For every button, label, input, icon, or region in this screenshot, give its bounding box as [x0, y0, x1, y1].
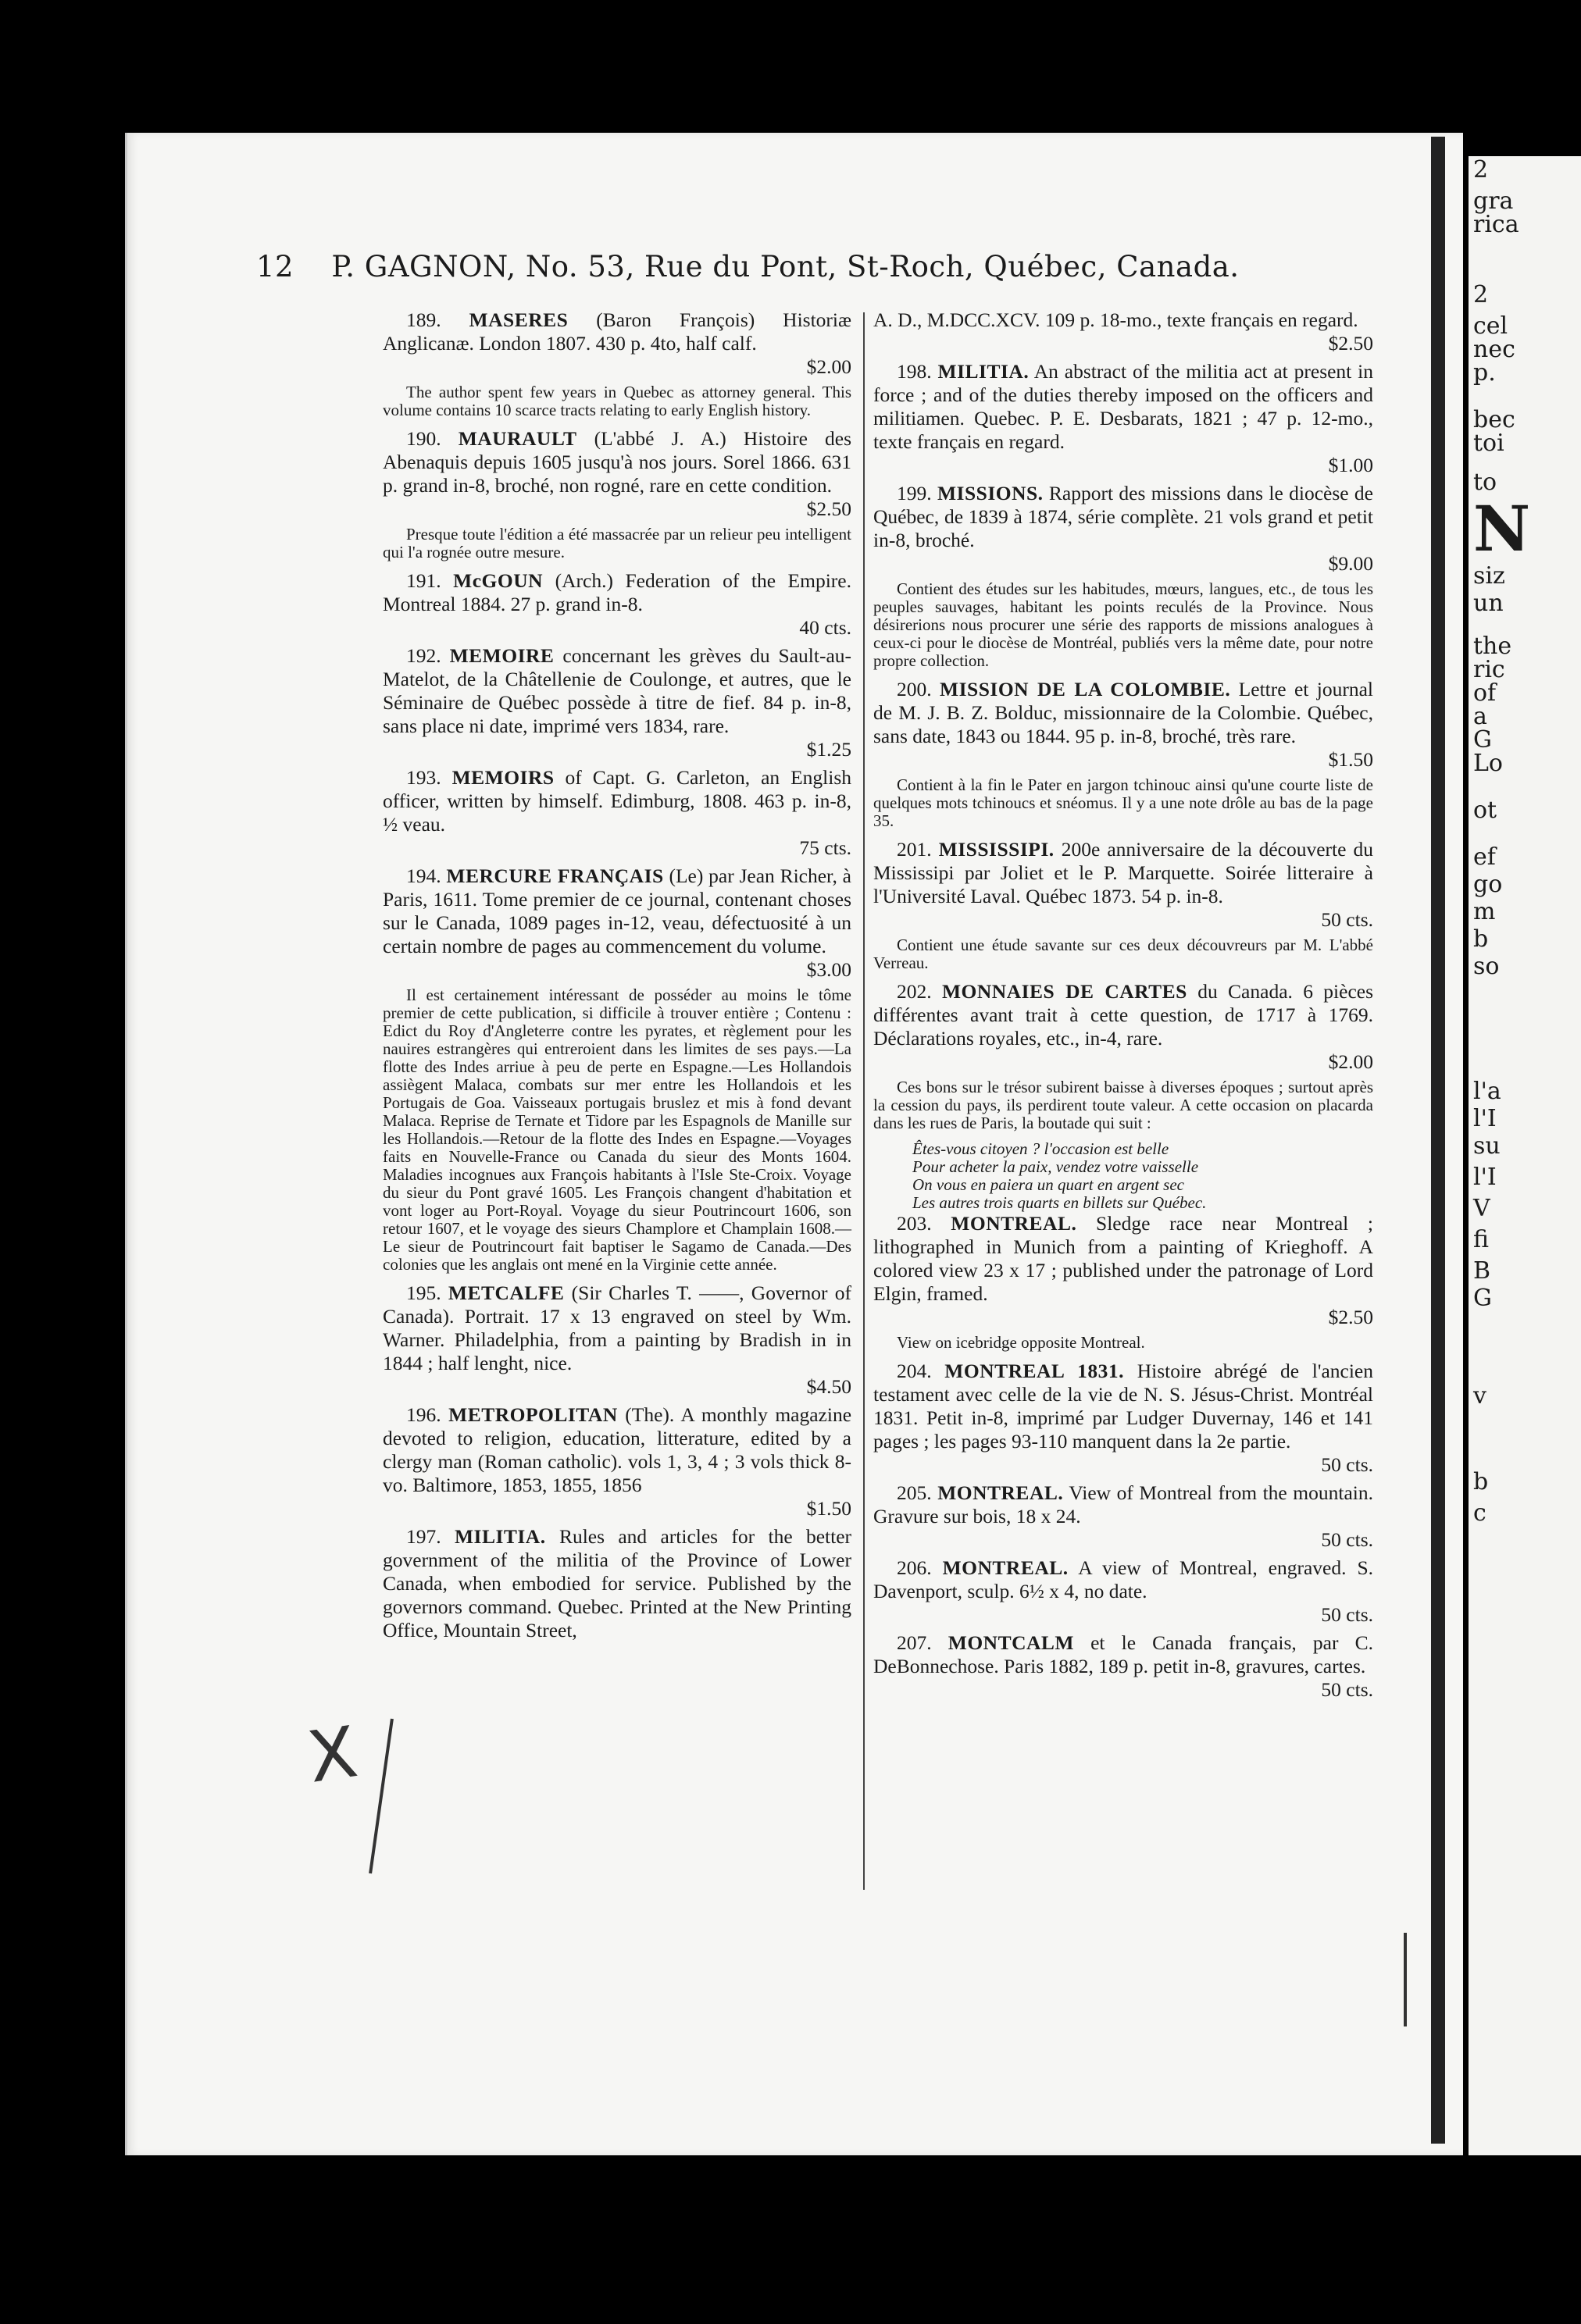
entry-title: MILITIA.	[937, 360, 1030, 383]
next-page-fragment: su	[1473, 1132, 1501, 1160]
entry-price: $1.50	[1328, 748, 1373, 771]
handwritten-x-mark: X	[302, 1711, 362, 1799]
entry-description: Sledge race near Montreal ; lithographed in Munich from a painting of Krieghoff. A colored view 23 x 17 ; published under the patronage of Lord Elgin, framed.	[873, 1212, 1373, 1305]
entry-title: MEMOIRS	[451, 766, 555, 789]
entry-note: Ces bons sur le trésor subirent baisse à diverses époques ; surtout après la cession du pays, ils perdirent toute valeur. A cette occasion on placarda dans les rues de Paris, la boutade qui suit :	[873, 1078, 1373, 1132]
next-page-fragment: m	[1473, 898, 1496, 925]
left-column	[383, 308, 851, 1647]
entry-description: A. D., M.DCC.XCV. 109 p. 18-mo., texte français en regard.	[873, 308, 1358, 331]
next-page-fragment: fi	[1473, 1226, 1490, 1253]
entry-title: MONTREAL 1831.	[944, 1360, 1125, 1382]
column-divider	[863, 312, 865, 1890]
entry-number: 194.	[406, 864, 441, 887]
entry-number: 198.	[897, 360, 932, 383]
entry-title: MONNAIES DE CARTES	[941, 980, 1187, 1003]
next-page-fragment: toi	[1473, 430, 1504, 457]
entry-description: Rules and articles for the better government of the militia of the Province of Lower Canada, when embodied for service. Published by the governors command. Quebec. Printed at the New Printing Office, Mountain Street,	[383, 1525, 852, 1641]
entry-price: $2.50	[1328, 1306, 1373, 1328]
catalog-entry	[873, 360, 1373, 477]
next-page-fragment: go	[1473, 871, 1503, 898]
page-gutter	[1431, 137, 1445, 2144]
entry-number: 200.	[897, 678, 932, 700]
next-page-fragment: to	[1473, 469, 1497, 496]
catalog-entry	[383, 427, 851, 521]
entry-title: METCALFE	[448, 1281, 565, 1304]
next-page-fragment: Lo	[1473, 750, 1503, 777]
catalog-entry	[383, 864, 851, 982]
entry-title: METROPOLITAN	[448, 1403, 618, 1426]
next-page-fragment: cel	[1473, 312, 1508, 340]
verse-line: Êtes-vous citoyen ? l'occasion est belle	[912, 1139, 1169, 1158]
entry-number: 190.	[406, 427, 441, 450]
entry-number: 192.	[406, 644, 441, 667]
entry-price: $1.50	[806, 1497, 851, 1520]
next-page-fragment: ef	[1473, 843, 1496, 871]
entry-title: MONTREAL.	[937, 1481, 1064, 1504]
catalog-entry	[873, 482, 1373, 576]
entry-description: of Capt. G. Carleton, an English officer, written by himself. Edimburg, 1808. 463 p. in-8, ½ veau.	[383, 766, 851, 836]
entry-title: MONTREAL.	[942, 1556, 1069, 1579]
entry-title: MISSIONS.	[937, 482, 1044, 504]
entry-description: An abstract of the militia act at present in force ; and of the duties thereby imposed on the officers and militiamen. Quebec. P. E. Desbarats, 1821 ; 47 p. 12-mo., texte français en regard.	[873, 360, 1374, 453]
handwritten-margin-line-right	[1404, 1933, 1407, 2026]
entry-number: 189.	[406, 308, 441, 331]
next-page-fragment: bec	[1473, 406, 1515, 433]
entry-price: 50 cts.	[1321, 908, 1373, 931]
catalog-entry	[873, 1360, 1373, 1477]
entry-price: $2.50	[806, 497, 851, 520]
verse-line: On vous en paiera un quart en argent sec	[912, 1175, 1184, 1194]
next-page-fragment: G	[1473, 1285, 1492, 1312]
catalog-entry	[383, 308, 851, 379]
next-page-fragment: rica	[1473, 211, 1519, 238]
entry-number: 203.	[897, 1212, 932, 1235]
catalog-entry	[873, 678, 1373, 772]
entry-note: Il est certainement intéressant de posséder au moins le tôme premier de cette publication, si difficile à trouver entière ; Contenu : Edict du Roy d'Angleterre contre les pyrates, et règlement pour les nauires estrangères qui entreroient dans les limites de ses pays.—La flotte des Indes arriue à peu de perte en Espagne.—Les Hollandois assiègent Malaca, combats sur mer entre les Hollandois et les Portugais de Goa. Vaisseaux portugais bruslez et mis à fond devant Malaca. Reprise de Ternate et Tidore par les Espagnols de Manille sur les Hollandois.—Retour de la flotte des Indes en Espagne.—Voyages faits en Nouvelle-France ou Canada du sieur des Monts 1604. Maladies incognues aux François habitants à l'Isle Ste-Croix. Voyage du sieur du Pont gravé 1605. Les François changent d'habitation et vont loger au Port-Royal. Voyage du sieur Poutrincourt 1606, son retour 1607, et le voyage des sieurs Champlore et Champlain 1608.—Le sieur de Poutrincourt fait baptiser le Sagamo de Canada.—Des colonies que les anglais ont mené en la Virginie cette année.	[383, 986, 851, 1274]
entry-number: 204.	[897, 1360, 932, 1382]
catalog-entry	[873, 1212, 1373, 1329]
entry-title: MERCURE FRANÇAIS	[446, 864, 664, 887]
entry-description: A view of Montreal, engraved. S. Davenport, sculp. 6½ x 4, no date.	[873, 1556, 1373, 1602]
right-column	[873, 308, 1373, 1706]
entry-note: View on icebridge opposite Montreal.	[897, 1333, 1145, 1352]
entry-price: $2.50	[1328, 332, 1373, 355]
catalog-entry	[873, 980, 1373, 1074]
next-page-fragment: p.	[1473, 359, 1496, 387]
entry-price: 50 cts.	[1321, 1603, 1373, 1626]
entry-title: MONTREAL.	[951, 1212, 1077, 1235]
entry-description: (Baron François) Historiæ Anglicanæ. London 1807. 430 p. 4to, half calf.	[383, 308, 851, 355]
catalog-entry	[383, 766, 851, 860]
entry-description: du Canada. 6 pièces différentes avant trait à cette question, de 1717 à 1769. Déclarations royales, etc., in-4, rare.	[873, 980, 1374, 1050]
catalog-entry	[383, 644, 851, 761]
next-page-fragment: 2	[1473, 281, 1489, 308]
entry-title: MEMOIRE	[449, 644, 555, 667]
catalog-entry	[383, 569, 851, 640]
next-page-fragment: N	[1473, 492, 1531, 565]
entry-description: (Le) par Jean Richer, à Paris, 1611. Tome premier de ce journal, contenant choses sur le Canada, 1089 pages in-12, veau, défectuosité à un certain nombre de pages au commencement du volume.	[383, 864, 851, 957]
catalog-entry	[873, 1556, 1373, 1627]
entry-note: Presque toute l'édition a été massacrée par un relieur peu intelligent qui l'a rognée outre mesure.	[383, 525, 851, 561]
entry-number: 206.	[897, 1556, 932, 1579]
next-page-fragment: siz	[1473, 562, 1505, 590]
entry-price: 50 cts.	[1321, 1678, 1373, 1701]
page-header	[256, 250, 1334, 297]
next-page-fragment: nec	[1473, 336, 1515, 363]
entry-price: $1.25	[806, 738, 851, 761]
publisher-line: P. GAGNON, No. 53, Rue du Pont, St-Roch, Québec, Canada.	[331, 250, 1240, 283]
entry-title: MILITIA.	[454, 1525, 546, 1548]
entry-description: Lettre et journal de M. J. B. Z. Bolduc, missionnaire de la Colombie. Québec, sans date, 1843 ou 1844. 95 p. in-8, broché, très rare.	[873, 678, 1374, 747]
entry-note: Contient des études sur les habitudes, mœurs, langues, etc., de tous les peuples sauvages, habitant les points reculés de la Province. Nous désirerions nous procurer une série des rapports de missions analogues à ceux-ci pour le diocèse de Montréal, publiés vers la même date, pour notre propre collection.	[873, 579, 1373, 670]
catalog-entry	[383, 1525, 851, 1642]
entry-description: View of Montreal from the mountain. Gravure sur bois, 18 x 24.	[873, 1481, 1373, 1527]
next-page-fragment: v	[1473, 1382, 1486, 1410]
next-page-fragment: l'I	[1473, 1164, 1497, 1191]
entry-title: MISSISSIPI.	[938, 838, 1055, 861]
next-page-fragment: ric	[1473, 656, 1505, 683]
entry-number: 197.	[406, 1525, 441, 1548]
entry-price: 75 cts.	[799, 836, 851, 859]
next-page-fragment: un	[1473, 590, 1504, 617]
entry-number: 196.	[406, 1403, 441, 1426]
entry-number: 202.	[897, 980, 932, 1003]
entry-description: Rapport des missions dans le diocèse de Québec, de 1839 à 1874, série complète. 21 vols grand et petit in-8, broché.	[873, 482, 1374, 551]
next-page-fragment: l'a	[1473, 1078, 1501, 1105]
entry-price: $1.00	[1328, 454, 1373, 476]
next-page-fragment: V	[1473, 1195, 1490, 1222]
catalog-entry	[873, 308, 1373, 355]
catalog-entry	[873, 838, 1373, 932]
entry-price: 50 cts.	[1321, 1528, 1373, 1551]
entry-description: et le Canada français, par C. DeBonnechose. Paris 1882, 189 p. petit in-8, gravures, cartes.	[873, 1631, 1373, 1677]
entry-number: 201.	[897, 838, 932, 861]
verse-line: Les autres trois quarts en billets sur Québec.	[912, 1193, 1207, 1212]
entry-note: Contient une étude savante sur ces deux découvreurs par M. L'abbé Verreau.	[873, 936, 1373, 972]
next-page-fragment: a	[1473, 703, 1487, 730]
entry-number: 191.	[406, 569, 441, 592]
next-page-fragment: B	[1473, 1257, 1491, 1285]
entry-price: $4.50	[806, 1375, 851, 1398]
entry-description: 200e anniversaire de la découverte du Mississipi par Joliet et le P. Marquette. Soirée litteraire à l'Université Laval. Québec 1873. 54 p. in-8.	[873, 838, 1373, 907]
entry-title: MONTCALM	[948, 1631, 1074, 1654]
next-page-fragment: b	[1473, 925, 1489, 953]
entry-price: 50 cts.	[1321, 1453, 1373, 1476]
entry-description: (The). A monthly magazine devoted to religion, education, litterature, edited by a clergy man (Roman catholic). vols 1, 3, 4 ; 3 vols thick 8-vo. Baltimore, 1853, 1855, 1856	[383, 1403, 852, 1496]
entry-price: $2.00	[806, 355, 851, 378]
entry-title: MAURAULT	[458, 427, 577, 450]
verse-line: Pour acheter la paix, vendez votre vaisselle	[912, 1157, 1199, 1176]
entry-number: 199.	[897, 482, 932, 504]
entry-number: 193.	[406, 766, 441, 789]
entry-description: (Sir Charles T. ——, Governor of Canada). Portrait. 17 x 13 engraved on steel by Wm. Warner. Philadelphia, from a painting by Bradish in in 1844 ; half lenght, nice.	[383, 1281, 852, 1374]
entry-title: MISSION DE LA COLOMBIE.	[940, 678, 1231, 700]
page-number: 12	[256, 250, 294, 283]
catalog-entry	[873, 1631, 1373, 1702]
next-page-fragment: l'I	[1473, 1105, 1497, 1132]
entry-description: concernant les grèves du Sault-au-Matelot, de la Châtellenie de Coulonge, et autres, que le Séminaire de Québec possède à titre de fief. 84 p. in-8, sans place ni date, imprimé vers 1834, rare.	[383, 644, 852, 737]
entry-note: Contient à la fin le Pater en jargon tchinouc ainsi qu'une courte liste de quelques mots tchinoucs et snéomus. Il y a une note drôle au bas de la page 35.	[873, 775, 1373, 830]
next-page-fragment: 2	[1473, 156, 1489, 184]
entry-description: (Arch.) Federation of the Empire. Montreal 1884. 27 p. grand in-8.	[383, 569, 851, 615]
next-page-fragment: ot	[1473, 797, 1497, 824]
entry-note: The author spent few years in Quebec as attorney general. This volume contains 10 scarce tracts relating to early English history.	[383, 383, 851, 419]
catalog-entry	[873, 1481, 1373, 1552]
entry-description: (L'abbé J. A.) Histoire des Abenaquis depuis 1605 jusqu'à nos jours. Sorel 1866. 631 p. grand in-8, broché, non rogné, rare en cette condition.	[383, 427, 852, 497]
next-page-fragment: so	[1473, 953, 1500, 980]
entry-title: MASERES	[469, 308, 569, 331]
entry-number: 207.	[897, 1631, 932, 1654]
entry-description: Histoire abrégé de l'ancien testament avec celle de la vie de N. S. Jésus-Christ. Montréal 1831. Petit in-8, imprimé par Ludger Duvernay, 146 et 141 pages ; les pages 93-110 manquent dans la 2e partie.	[873, 1360, 1373, 1452]
next-page-fragment: G	[1473, 726, 1492, 754]
catalog-entry	[383, 1281, 851, 1399]
entry-price: $2.00	[1328, 1050, 1373, 1073]
entry-number: 205.	[897, 1481, 932, 1504]
entry-number: 195.	[406, 1281, 441, 1304]
next-page-fragment: the	[1473, 633, 1512, 660]
entry-price: 40 cts.	[799, 616, 851, 639]
entry-price: $3.00	[806, 958, 851, 981]
next-page-edge	[1469, 156, 1581, 2155]
next-page-fragment: of	[1473, 679, 1497, 707]
entry-title: McGOUN	[453, 569, 544, 592]
entry-price: $9.00	[1328, 552, 1373, 575]
next-page-fragment: c	[1473, 1499, 1486, 1527]
next-page-fragment: gra	[1473, 187, 1514, 215]
catalog-entry	[383, 1403, 851, 1520]
next-page-fragment: b	[1473, 1468, 1489, 1495]
